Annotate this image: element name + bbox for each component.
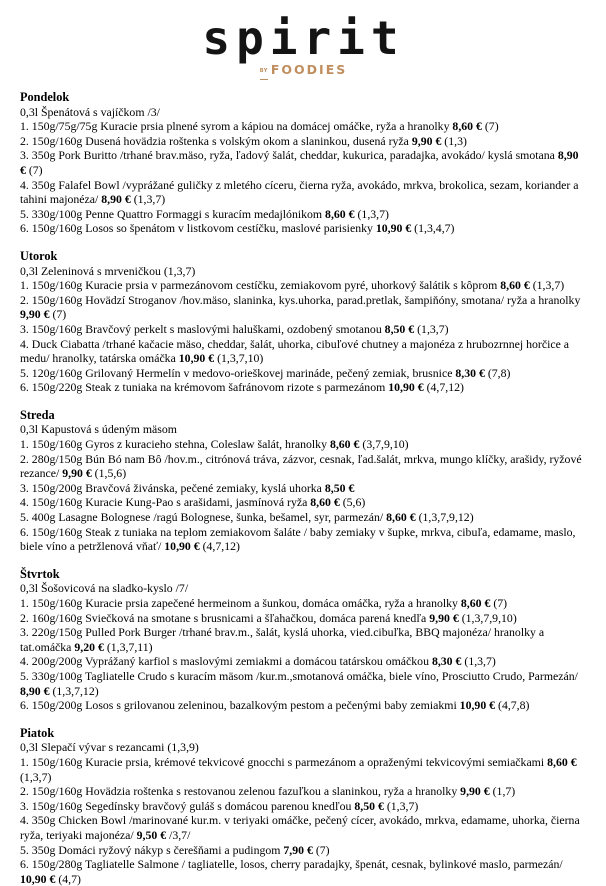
item-description: 6. 150g/160g Losos so špenátom v listkovom cestíčku, maslové parisienky [20, 221, 376, 236]
item-price: 8,50 € [384, 321, 415, 336]
day-heading: Pondelok [20, 90, 70, 104]
item-price: 10,90 € [178, 351, 215, 366]
item-description: 5. 330g/100g Penne Quattro Formaggi s kuracím medajlónikom [20, 206, 326, 221]
item-price: 10,90 € [375, 221, 412, 236]
menu-item [20, 337, 587, 366]
soup-line: 0,3l Zeleninová s mrveničkou (1,3,7) [20, 263, 196, 278]
item-allergens: (1,7) [489, 784, 516, 799]
soup-line: 0,3l Špenátová s vajíčkom /3/ [20, 104, 160, 119]
item-price: 8,30 € [431, 654, 462, 669]
menu-item [20, 495, 587, 510]
item-description: 5. 400g Lasagne Bolognese /ragú Bolognese, šunka, bešamel, syr, parmezán/ [20, 510, 387, 525]
item-allergens: (7) [25, 162, 43, 177]
brand-wordmark: spirit [202, 11, 405, 65]
item-price: 9,90 € [20, 307, 50, 322]
item-price: 8,60 € [325, 206, 355, 221]
item-description: 2. 150g/160g Hovädzí Stroganov /hov.mäso, slaninka, kys.uhorka, parad.pretlak, šampiňóny, smotana/ ryža a hranolky [20, 292, 581, 307]
day-section [20, 567, 587, 713]
item-price: 8,60 € [547, 754, 577, 769]
item-description: 4. 350g Falafel Bowl /vyprážané guličky z mletého cíceru, čierna ryža, avokádo, mrkva, brokolica, sezam, koriander a tahini majonéza/ [20, 177, 579, 207]
item-description: 1. 150g/160g Kuracie prsia, krémové tekvicové gnocchi s parmezánom a opraženými tekvicovými semiačkami [20, 754, 548, 769]
item-price: 8,60 € [500, 278, 530, 293]
item-allergens: (1,3,7) [461, 654, 496, 669]
item-allergens: (1,3,4,7) [411, 221, 455, 236]
soup-line: 0,3l Slepačí vývar s rezancami (1,3,9) [20, 740, 199, 755]
item-description: 2. 150g/160g Hovädzia roštenka s restovanou zelenou fazuľkou a slaninkou, ryža a hranolky [20, 784, 461, 799]
item-description: 3. 150g/160g Bravčový perkelt s maslovými haluškami, ozdobený smotanou [20, 321, 385, 336]
menu-item [20, 437, 587, 452]
item-price: 8,60 € [452, 119, 482, 134]
item-price: 9,90 € [429, 610, 459, 625]
logo [20, 11, 587, 80]
soup-line: 0,3l Šošovicová na sladko-kyslo /7/ [20, 581, 189, 596]
item-description: 2. 160g/160g Sviečková na smotane s brusnicami a šľahačkou, domáca parená knedľa [20, 610, 430, 625]
item-price: 10,90 € [164, 539, 200, 554]
day-section [20, 408, 587, 554]
menu-item [20, 293, 587, 322]
menu-item [20, 481, 587, 496]
item-allergens: (1,3,7) [354, 206, 389, 221]
item-description: 4. 350g Chicken Bowl /marinované kur.m. v teriyaki omáčke, pečený cícer, avokádo, mrkva, edamame, uhorka, čierna ryža, teriyaki majonéza/ [20, 813, 580, 842]
day-heading: Štvrtok [20, 566, 60, 581]
item-allergens: (7) [490, 596, 508, 610]
item-price: 8,90 € [20, 148, 579, 177]
item-price: 9,90 € [411, 133, 442, 148]
item-price: 10,90 € [388, 380, 424, 395]
menu-item [20, 510, 587, 525]
menu-item [20, 611, 587, 626]
item-description: 1. 150g/75g/75g Kuracie prsia plnené syrom a kápiou na domácej omáčke, ryža a hranolky [20, 119, 453, 134]
menu-item [20, 322, 587, 337]
item-description: 3. 220g/150g Pulled Pork Burger /trhané brav.m., šalát, kyslá uhorka, vied.cibuľka, BBQ majonéza/ hranolky a tat.omáčka [20, 625, 545, 654]
item-price: 9,20 € [74, 639, 104, 654]
item-allergens: (1,3,7) [130, 192, 166, 207]
item-allergens: (1,3,7,12) [49, 683, 99, 698]
item-description: 5. 350g Domáci ryžový nákyp s čerešňami a pudingom [20, 842, 284, 857]
item-allergens: (4,7,12) [199, 539, 240, 554]
item-description: 3. 150g/200g Bravčová živánska, pečené zemiaky, kyslá uhorka [20, 480, 325, 495]
item-price: 8,50 € [354, 798, 384, 813]
item-allergens: (1,3,7) [383, 798, 419, 813]
menu-item [20, 625, 587, 654]
item-description: 3. 350g Pork Buritto /trhané brav.mäso, ryža, ľadový šalát, cheddar, kukurica, paradajka, avokádo/ kyslá smotana [20, 148, 558, 163]
menu-item [20, 654, 587, 669]
menu-item [20, 148, 587, 177]
menu-item [20, 799, 587, 814]
item-description: 4. 150g/160g Kuracie Kung-Pao s arašidami, jasmínová ryža [20, 495, 311, 510]
day-section [20, 726, 587, 886]
weekly-menu [20, 90, 587, 886]
item-allergens: (1,3,7) [20, 769, 52, 784]
day-heading: Utorok [20, 248, 58, 263]
item-allergens: (3,7,9,10) [359, 437, 409, 452]
soup-line: 0,3l Kapustová s údeným mäsom [20, 422, 177, 437]
item-price: 8,60 € [310, 495, 340, 510]
menu-item [20, 525, 587, 554]
item-description: 4. 200g/200g Vyprážaný karfiol s maslovými zemiakmi a domácou tatárskou omáčkou [20, 654, 432, 669]
item-allergens: (7) [49, 307, 67, 322]
day-section [20, 249, 587, 395]
item-price: 8,60 € [386, 510, 416, 525]
menu-item [20, 784, 587, 799]
item-price: 8,90 € [101, 192, 131, 207]
item-allergens: (7,8) [484, 365, 511, 380]
item-allergens: (4,7,12) [423, 380, 464, 395]
item-description: 6. 150g/280g Tagliatelle Salmone / tagliatelle, losos, cherry paradajky, špenát, cesnak, bylinkové maslo, parmezán/ [20, 857, 563, 872]
item-description: 5. 120g/160g Grilovaný Hermelín v medovo-orieškovej marináde, pečený zemiak, brusnice [20, 365, 456, 380]
item-price: 10,90 € [20, 871, 56, 886]
menu-item [20, 221, 587, 236]
item-allergens: (1,3,7) [529, 278, 565, 293]
item-allergens: (4,7,8) [495, 698, 530, 713]
brand-subtitle-text: FOODIES [270, 62, 348, 77]
item-price: 10,90 € [459, 698, 496, 713]
day-heading: Piatok [20, 725, 55, 740]
menu-item [20, 843, 587, 858]
item-description: 6. 150g/220g Steak z tuniaka na krémovom šafránovom rizote s parmezánom [20, 380, 389, 395]
item-description: 2. 280g/150g Bún Bó nam Bô /hov.m., citrónová tráva, zázvor, cesnak, ľad.šalát, mrkva, mungo klíčky, arašidy, ryžové rezance/ [20, 451, 582, 481]
menu-item [20, 207, 587, 222]
item-description: 6. 150g/200g Losos s grilovanou zeleninou, bazalkovým pestom a pečenými baby zemiakmi [20, 698, 460, 713]
item-allergens: (7) [312, 842, 330, 857]
item-price: 8,50 € [324, 480, 355, 495]
item-allergens: (1,3) [441, 133, 467, 148]
menu-item [20, 278, 587, 293]
item-price: 8,30 € [455, 365, 485, 380]
item-allergens: (1,3,7,10) [214, 351, 264, 366]
menu-item [20, 857, 587, 886]
item-allergens: (1,3,7,9,10) [458, 610, 517, 625]
menu-item [20, 669, 587, 698]
item-allergens: (1,3,7,11) [103, 639, 153, 654]
item-price: 8,60 € [460, 596, 491, 610]
item-allergens: /3,7/ [166, 827, 191, 842]
menu-item [20, 119, 587, 134]
day-heading: Streda [20, 407, 55, 422]
menu-item [20, 178, 587, 207]
item-price: 9,90 € [62, 466, 92, 481]
item-description: 3. 150g/160g Segedínsky bravčový guláš s domácou parenou knedľou [20, 798, 355, 813]
brand-subtitle-prefix: BY [260, 64, 268, 80]
menu-item [20, 366, 587, 381]
item-description: 1. 150g/160g Kuracie prsia v parmezánovom cestíčku, zemiakovom pyré, uhorkový šalátik s kôprom [20, 278, 501, 293]
item-description: 2. 150g/160g Dusená hovädzia roštenka s volským okom a slaninkou, dusená ryža [20, 133, 412, 148]
item-price: 7,90 € [283, 842, 313, 857]
day-section [20, 90, 587, 236]
menu-item [20, 134, 587, 149]
menu-item [20, 596, 587, 611]
item-description: 6. 150g/160g Steak z tuniaka na teplom zemiakovom šaláte / baby zemiaky v šupke, mrkva, cibuľa, edamame, maslo, biele víno a petržlenová vňať/ [20, 524, 576, 554]
item-description: 4. Duck Ciabatta /trhané kačacie mäso, cheddar, šalát, uhorka, cibuľové chutney a majonéza z hrubozrnnej horčice a medu/ hranolky, tatárska omáčka [20, 336, 570, 366]
item-description: 1. 150g/160g Gyros z kuracieho stehna, Coleslaw šalát, hranolky [20, 437, 330, 452]
menu-item [20, 755, 587, 784]
item-allergens: (4,7) [55, 871, 81, 886]
menu-item [20, 698, 587, 713]
brand-subtitle [20, 63, 587, 80]
menu-item [20, 380, 587, 395]
item-allergens: (7) [481, 119, 499, 134]
item-allergens: (1,3,7,9,12) [415, 510, 474, 525]
item-allergens: (1,5,6) [91, 466, 127, 481]
item-allergens: (1,3,7) [414, 321, 449, 336]
menu-item [20, 452, 587, 481]
item-price: 9,90 € [460, 784, 490, 799]
menu-item [20, 813, 587, 842]
item-price: 8,60 € [329, 437, 360, 452]
item-description: 5. 330g/100g Tagliatelle Crudo s kuracím mäsom /kur.m.,smotanová omáčka, biele víno, Prosciutto Crudo, Parmezán/ [20, 668, 578, 683]
item-description: 1. 150g/160g Kuracie prsia zapečené hermeinom a šunkou, domáca omáčka, ryža a hranolky [20, 596, 461, 610]
item-price: 8,90 € [20, 683, 50, 698]
item-allergens: (5,6) [339, 495, 366, 510]
item-price: 9,50 € [136, 827, 167, 842]
